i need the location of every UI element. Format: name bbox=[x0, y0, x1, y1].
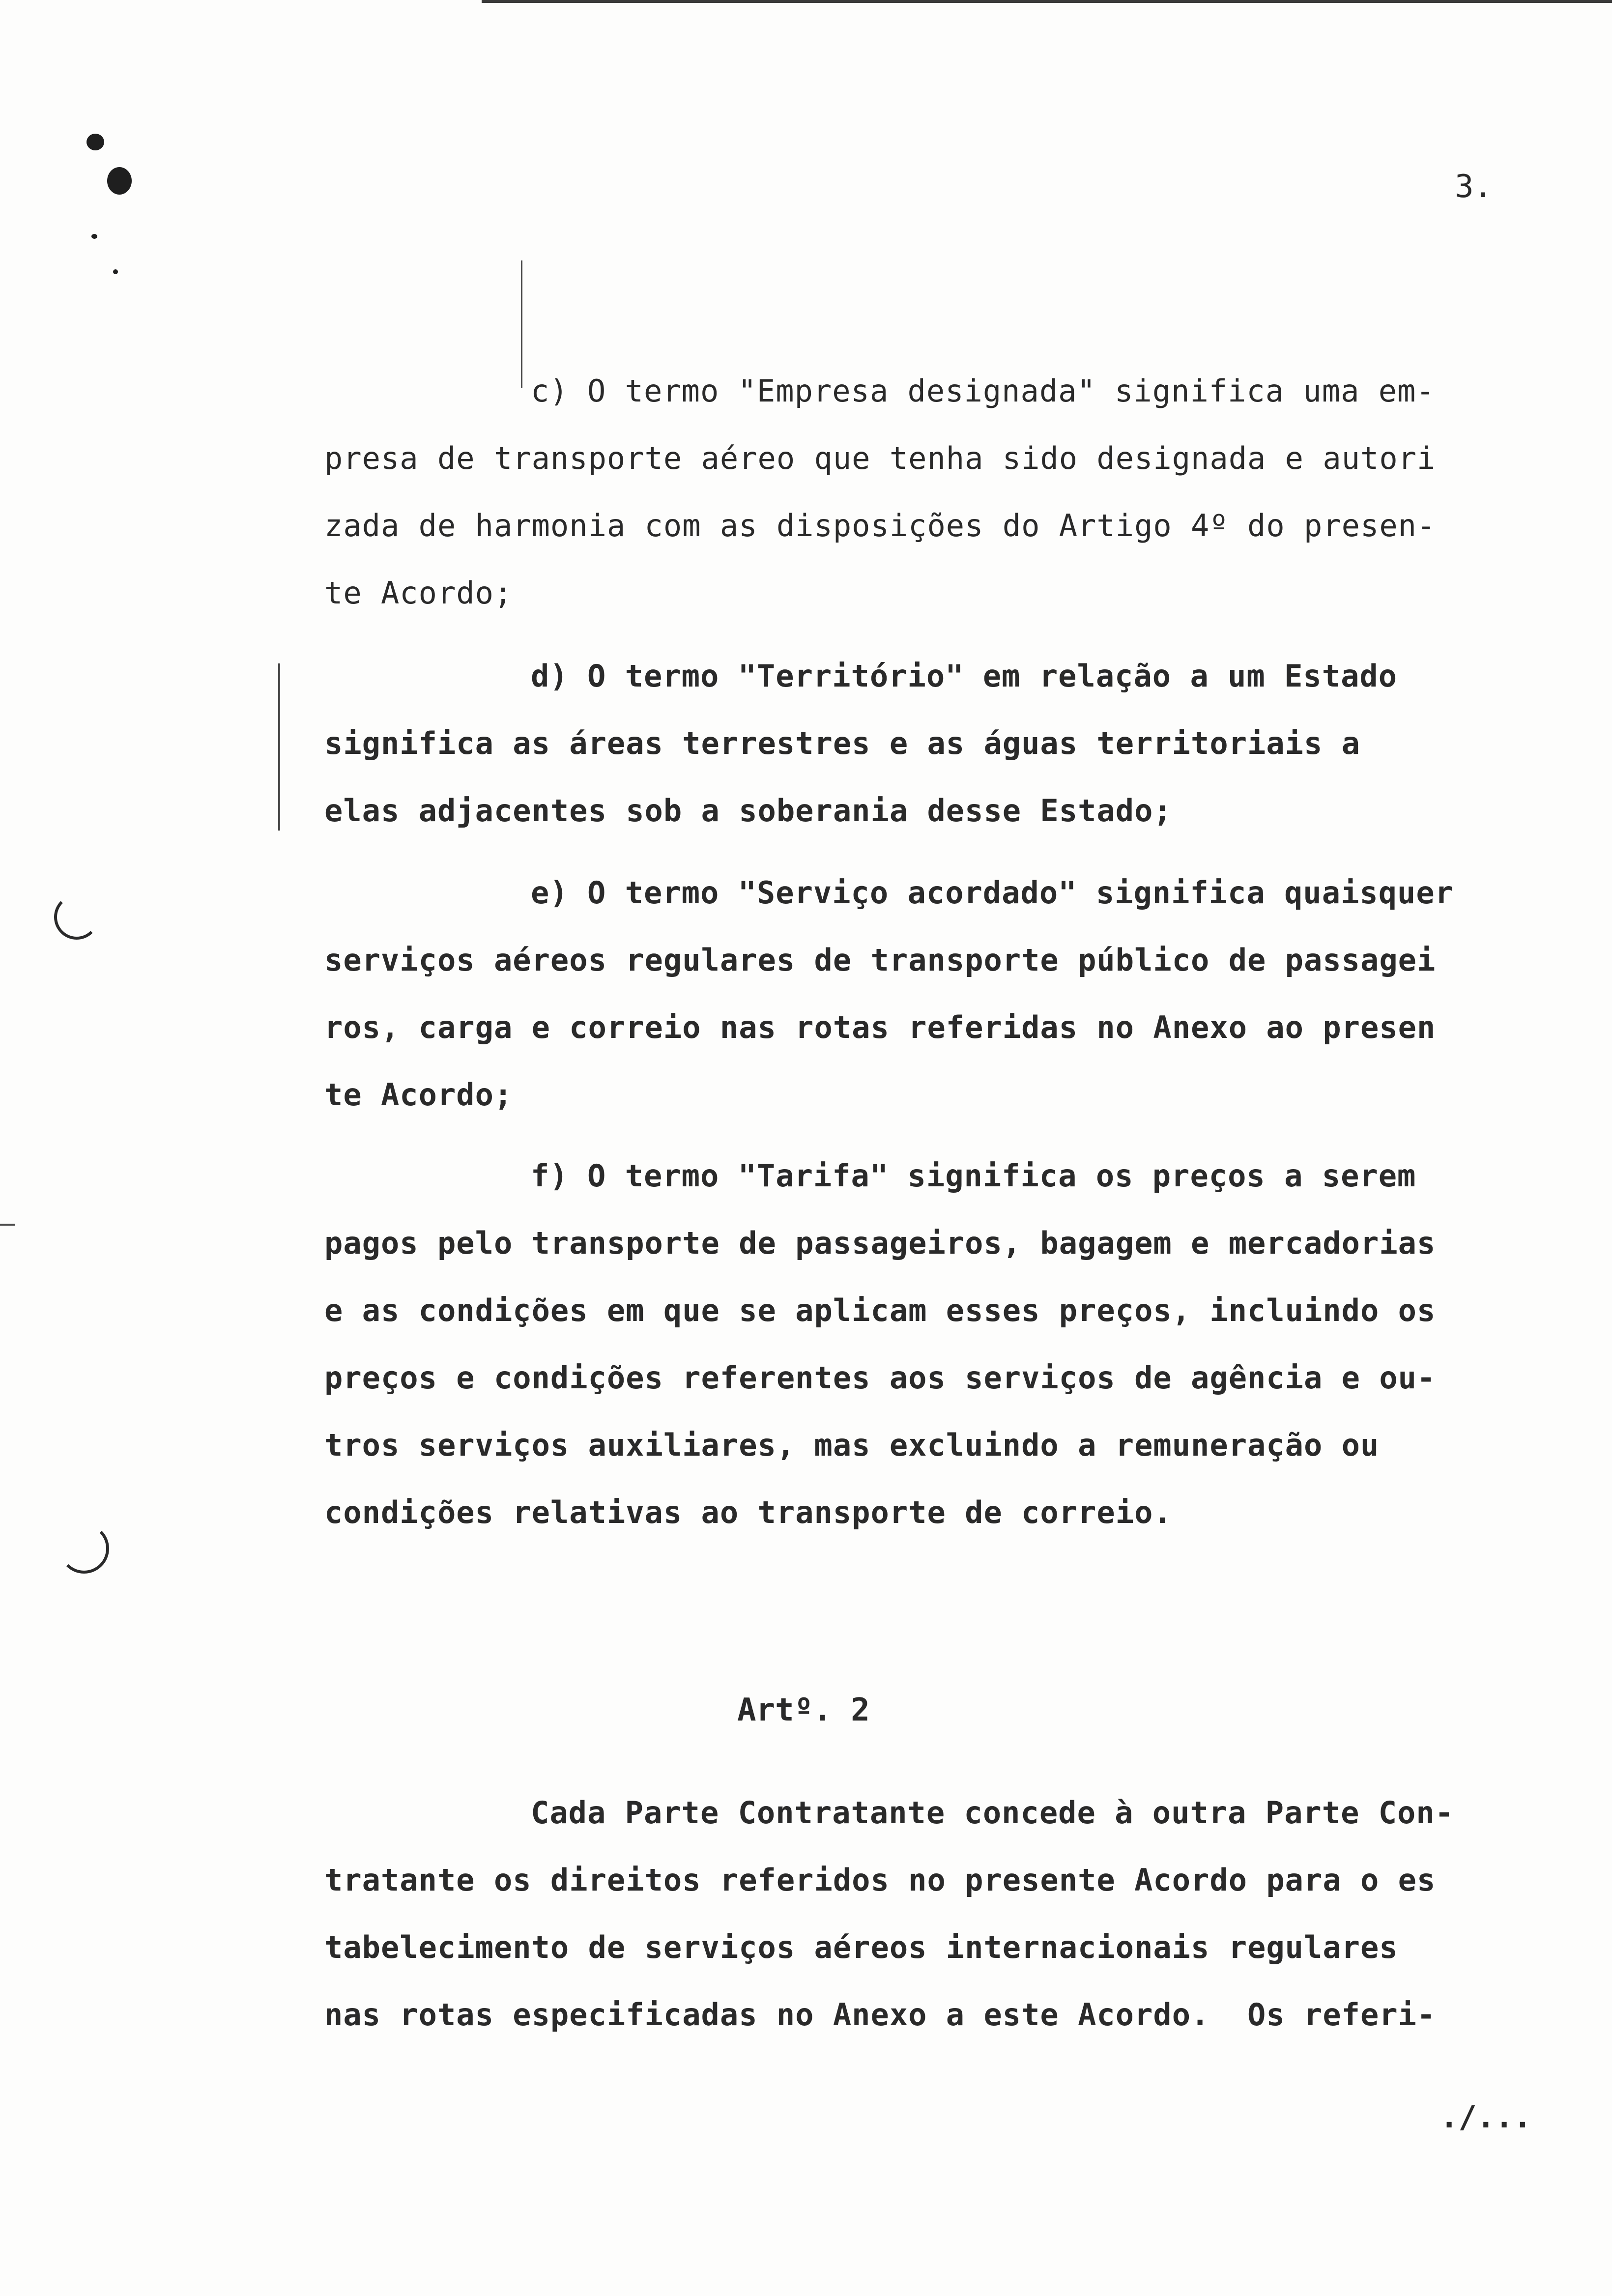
paragraph-f-line: f) O termo "Tarifa" significa os preços a serem bbox=[531, 1158, 1416, 1194]
scan-margin-line bbox=[521, 260, 522, 388]
scan-speck bbox=[107, 167, 132, 195]
paragraph-e-line: te Acordo; bbox=[324, 1077, 513, 1113]
paragraph-e-line: e) O termo "Serviço acordado" significa quaisquer bbox=[531, 875, 1454, 911]
paragraph-c-line: presa de transporte aéreo que tenha sido designada e autori bbox=[324, 440, 1436, 476]
paragraph-c bbox=[324, 357, 1543, 627]
top-edge-rule bbox=[482, 0, 1612, 3]
paragraph-f-line: preços e condições referentes aos serviços de agência e ou- bbox=[324, 1360, 1436, 1396]
paragraph-e-line: serviços aéreos regulares de transporte público de passagei bbox=[324, 942, 1436, 978]
scan-edge-mark bbox=[0, 1224, 15, 1226]
paragraph-e-line: ros, carga e correio nas rotas referidas no Anexo ao presen bbox=[324, 1009, 1436, 1045]
paragraph-f-line: e as condições em que se aplicam esses preços, incluindo os bbox=[324, 1292, 1436, 1328]
paragraph-c-line: c) O termo "Empresa designada" significa uma em- bbox=[531, 373, 1435, 409]
article-2-line: nas rotas especificadas no Anexo a este Acordo. Os referi- bbox=[324, 1997, 1436, 2033]
article-2-line: tabelecimento de serviços aéreos internacionais regulares bbox=[324, 1929, 1398, 1965]
paragraph-d-line: elas adjacentes sob a soberania desse Estado; bbox=[324, 793, 1172, 829]
paragraph-f-line: condições relativas ao transporte de correio. bbox=[324, 1494, 1172, 1530]
paragraph-d bbox=[324, 642, 1543, 844]
paragraph-f bbox=[324, 1142, 1543, 1546]
paragraph-f-line: tros serviços auxiliares, mas excluindo a remuneração ou bbox=[324, 1427, 1380, 1463]
scan-speck bbox=[113, 269, 118, 274]
paragraph-f-line: pagos pelo transporte de passageiros, bagagem e mercadorias bbox=[324, 1225, 1436, 1261]
article-2-line: Cada Parte Contratante concede à outra Parte Con- bbox=[531, 1795, 1454, 1831]
scan-speck bbox=[86, 134, 104, 150]
scan-speck bbox=[91, 234, 97, 239]
paragraph-c-line: te Acordo; bbox=[324, 575, 513, 611]
article-2-paragraph bbox=[324, 1779, 1543, 2048]
paragraph-d-line: significa as áreas terrestres e as águas territoriais a bbox=[324, 725, 1360, 761]
paragraph-d-line: d) O termo "Território" em relação a um Estado bbox=[531, 658, 1398, 694]
continuation-mark: ./... bbox=[1440, 2099, 1532, 2135]
scan-margin-line bbox=[278, 663, 280, 831]
article-heading: Artº. 2 bbox=[737, 1692, 870, 1728]
scan-hole-mark bbox=[59, 1523, 109, 1574]
article-2-line: tratante os direitos referidos no presente Acordo para o es bbox=[324, 1862, 1436, 1898]
paragraph-e bbox=[324, 859, 1543, 1128]
page-number: 3. bbox=[1455, 169, 1493, 205]
scan-hole-mark bbox=[54, 894, 99, 940]
paragraph-c-line: zada de harmonia com as disposições do Artigo 4º do presen- bbox=[324, 508, 1436, 544]
